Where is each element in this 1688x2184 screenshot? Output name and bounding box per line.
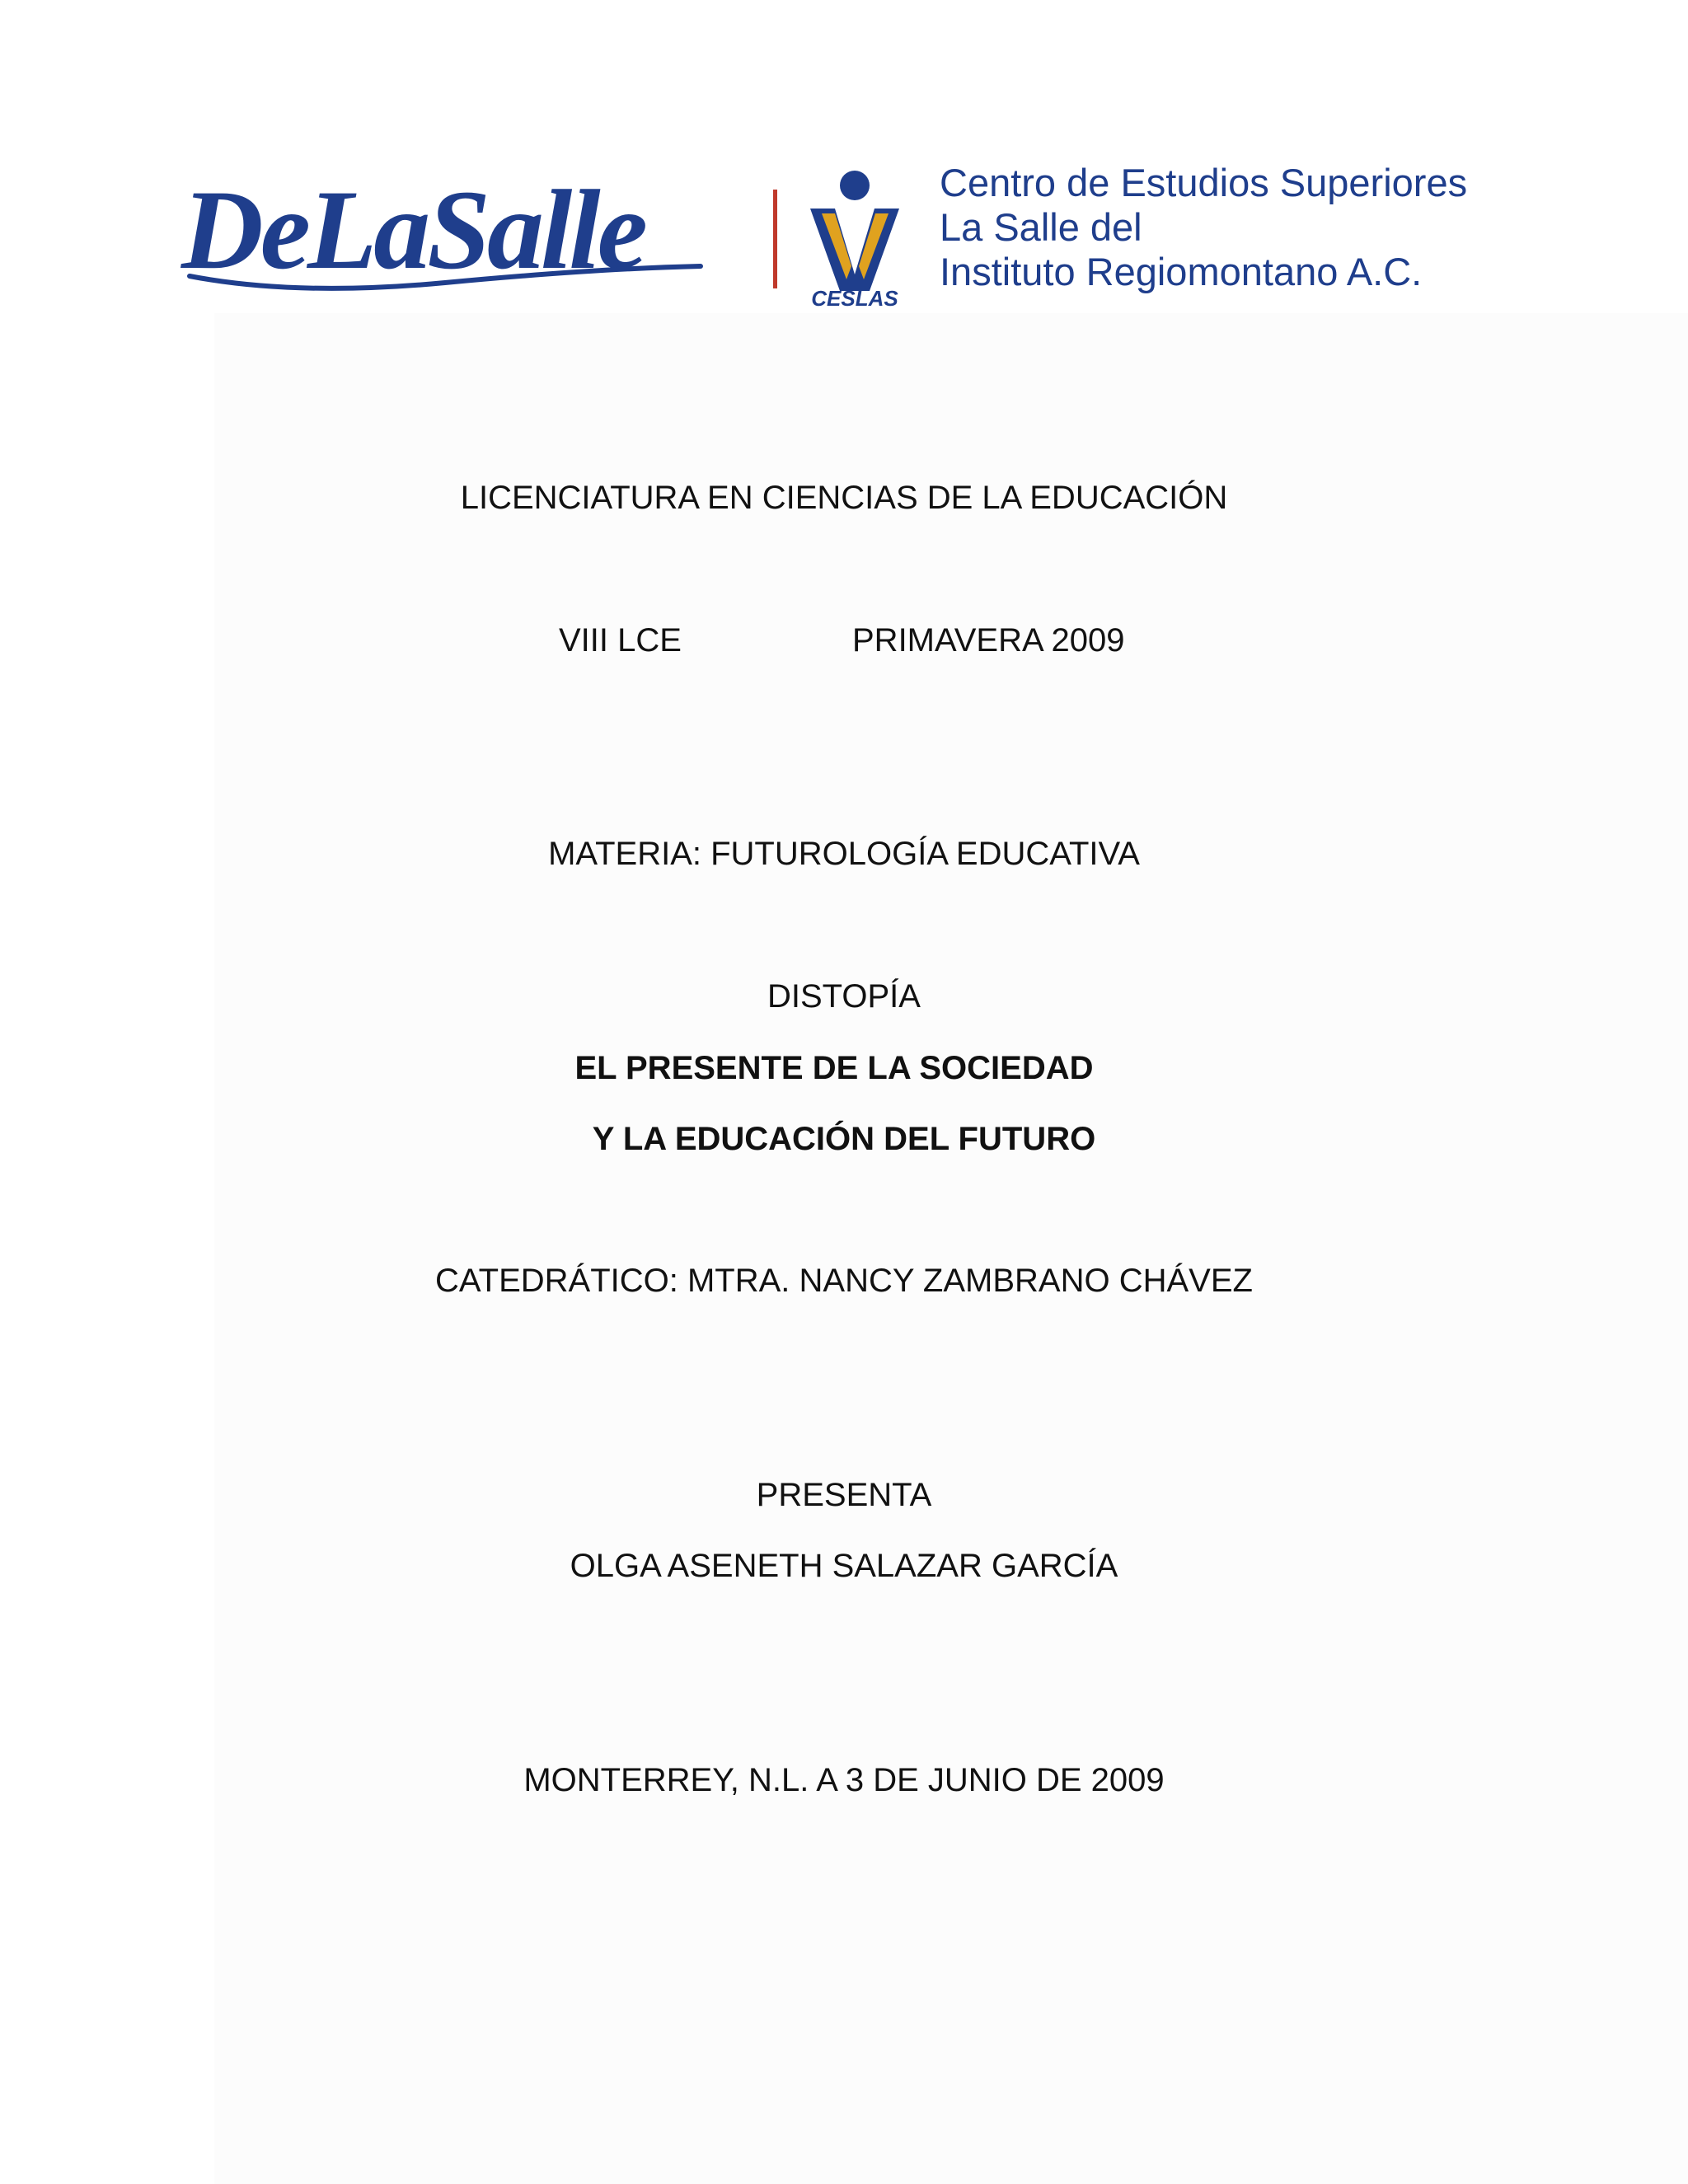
svg-text:CESLAS: CESLAS [811, 286, 898, 309]
place-date: MONTERREY, N.L. A 3 DE JUNIO DE 2009 [523, 1762, 1165, 1798]
program-name: LICENCIATURA EN CIENCIAS DE LA EDUCACIÓN [460, 480, 1228, 516]
genre-label: DISTOPÍA [767, 978, 921, 1015]
institution-line-3: Instituto Regiomontano A.C. [940, 250, 1423, 293]
header-logos [173, 152, 1475, 317]
institution-line-1: Centro de Estudios Superiores [940, 161, 1468, 204]
author-name: OLGA ASENETH SALAZAR GARCÍA [570, 1548, 1118, 1584]
svg-text:DeLaSalle: DeLaSalle [181, 166, 645, 293]
delasalle-logo [173, 161, 734, 317]
ceslas-emblem-icon [804, 167, 907, 309]
institution-line-2: La Salle del [940, 205, 1142, 249]
institution-name [940, 161, 1484, 294]
term-label: PRIMAVERA 2009 [852, 622, 1125, 658]
presents-label: PRESENTA [756, 1477, 932, 1513]
subject-label: MATERIA: FUTUROLOGÍA EDUCATIVA [548, 836, 1140, 872]
page-background [214, 313, 1688, 2184]
group-label: VIII LCE [559, 622, 682, 658]
title-line-2: Y LA EDUCACIÓN DEL FUTURO [592, 1121, 1096, 1157]
logo-divider [773, 190, 777, 288]
title-line-1: EL PRESENTE DE LA SOCIEDAD [574, 1050, 1094, 1086]
professor-label: CATEDRÁTICO: MTRA. NANCY ZAMBRANO CHÁVEZ [435, 1263, 1253, 1299]
